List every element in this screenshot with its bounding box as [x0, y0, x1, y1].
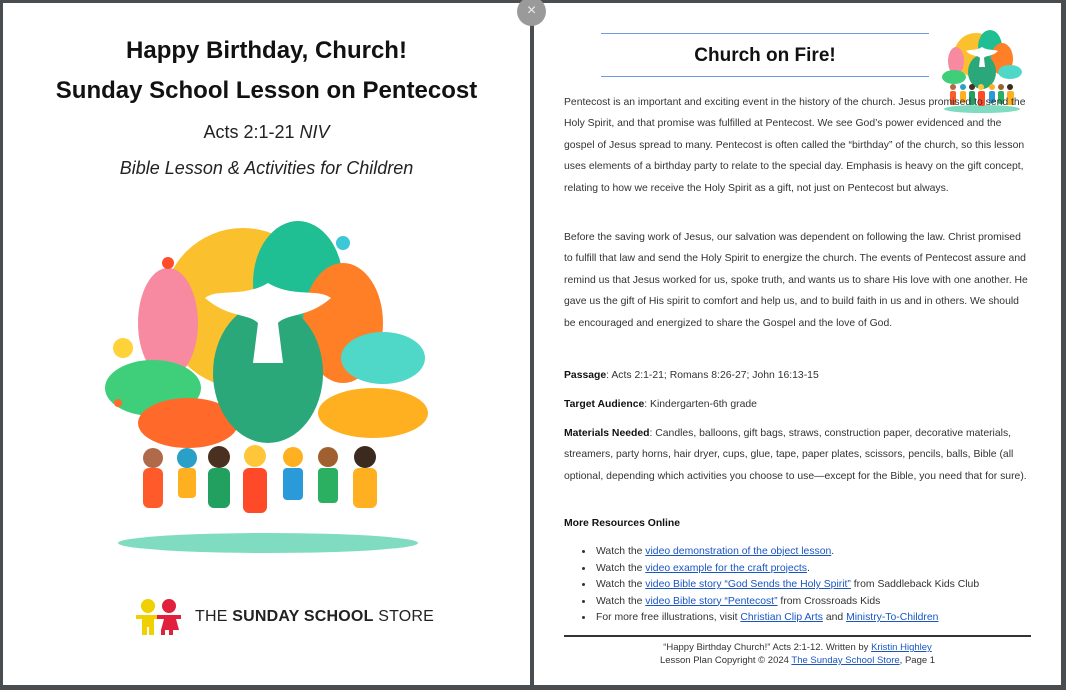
lesson-title: Happy Birthday, Church!	[126, 37, 407, 64]
resources-heading: More Resources Online	[564, 518, 681, 529]
left-page	[3, 3, 530, 685]
store-link[interactable]: The Sunday School Store	[791, 655, 900, 666]
resource-item: • For more free illustrations, visit Christian Clip Arts and Ministry-To-Children	[594, 610, 1034, 627]
footer-credit: “Happy Birthday Church!” Acts 2:1-12. Written by Kristin Highley	[663, 642, 932, 653]
author-link[interactable]: Kristin Highley	[871, 642, 932, 653]
christian-clip-arts-link[interactable]: Christian Clip Arts	[740, 612, 823, 623]
resources-list	[564, 544, 1034, 627]
scripture-reference	[3, 122, 530, 143]
logo-wordmark: THE SUNDAY SCHOOL STORE	[195, 608, 435, 625]
resource-item: • Watch the video Bible story “God Sends the Holy Spirit” from Saddleback Kids Club	[594, 577, 1034, 594]
resource-link[interactable]: video example for the craft projects	[645, 562, 807, 574]
audience-field: Target Audience: Kindergarten-6th grade	[564, 399, 757, 410]
resource-item: • Watch the video demonstration of the object lesson.	[594, 544, 1034, 561]
resource-link[interactable]: video Bible story “Pentecost”	[645, 595, 778, 607]
heading-rule-top	[601, 33, 929, 34]
paper-dolls-icon	[133, 597, 185, 637]
materials-field: Materials Needed: Candles, balloons, gift bags, straws, construction paper, decorative materials, streamers, party horns, hair dryer, cups, glue, tape, paper plates, scissors, pencils, balls, Bible (all optional, depending which activities you choose to use—except for the Bible, you need that for sure).	[564, 428, 1027, 482]
sunday-school-store-logo	[133, 597, 434, 637]
background-paragraph: Before the saving work of Jesus, our salvation was dependent on following the law. Christ promised to fulfill that law and send the Holy Spirit to energize the church. The events of Pentecost assure and remind us that Jesus worked for us, spoke truth, and wants us to share His love with one another. He gave us the gift of His spirit to comfort and help us, and to build faith in us and in others. We should be encouraged and energized to share the Gospel and the love of God.	[564, 232, 1028, 329]
passage-field: Passage: Acts 2:1-21; Romans 8:26-27; John 16:13-15	[564, 370, 819, 381]
footer-copyright: Lesson Plan Copyright © 2024 The Sunday School Store, Page 1	[659, 655, 936, 666]
intro-paragraph: Pentecost is an important and exciting event in the history of the church. Jesus promised to send the Holy Spirit, and that promise was fulfilled at Pentecost. We see God’s power evidenced and the gospel of Jesus spread to many. Pentecost is often called the “birthday” of the church, so this lesson uses elements of a birthday party to relate to the special day. Emphasis is heavy on the gift concept, relating to how we receive the Holy Spirit as a gift, not just on Pentecost but always.	[564, 97, 1026, 194]
close-icon[interactable]: ×	[517, 0, 546, 26]
bible-version: NIV	[299, 122, 330, 142]
footer-rule	[564, 635, 1031, 637]
section-heading: Church on Fire!	[694, 45, 836, 66]
resource-item: • Watch the video example for the craft projects.	[594, 561, 1034, 578]
resource-item: • Watch the video Bible story “Pentecost” from Crossroads Kids	[594, 594, 1034, 611]
right-page	[534, 3, 1061, 685]
scripture-passage: Acts 2:1-21	[203, 122, 295, 142]
pentecost-illustration	[93, 213, 443, 563]
resource-link[interactable]: video Bible story “God Sends the Holy Spirit”	[645, 579, 851, 590]
heading-rule-bottom	[601, 76, 929, 77]
lesson-description: Bible Lesson & Activities for Children	[119, 158, 414, 178]
ministry-to-children-link[interactable]: Ministry-To-Children	[846, 612, 939, 623]
resource-link[interactable]: video demonstration of the object lesson	[645, 546, 832, 557]
lesson-subtitle-title: Sunday School Lesson on Pentecost	[55, 77, 478, 104]
